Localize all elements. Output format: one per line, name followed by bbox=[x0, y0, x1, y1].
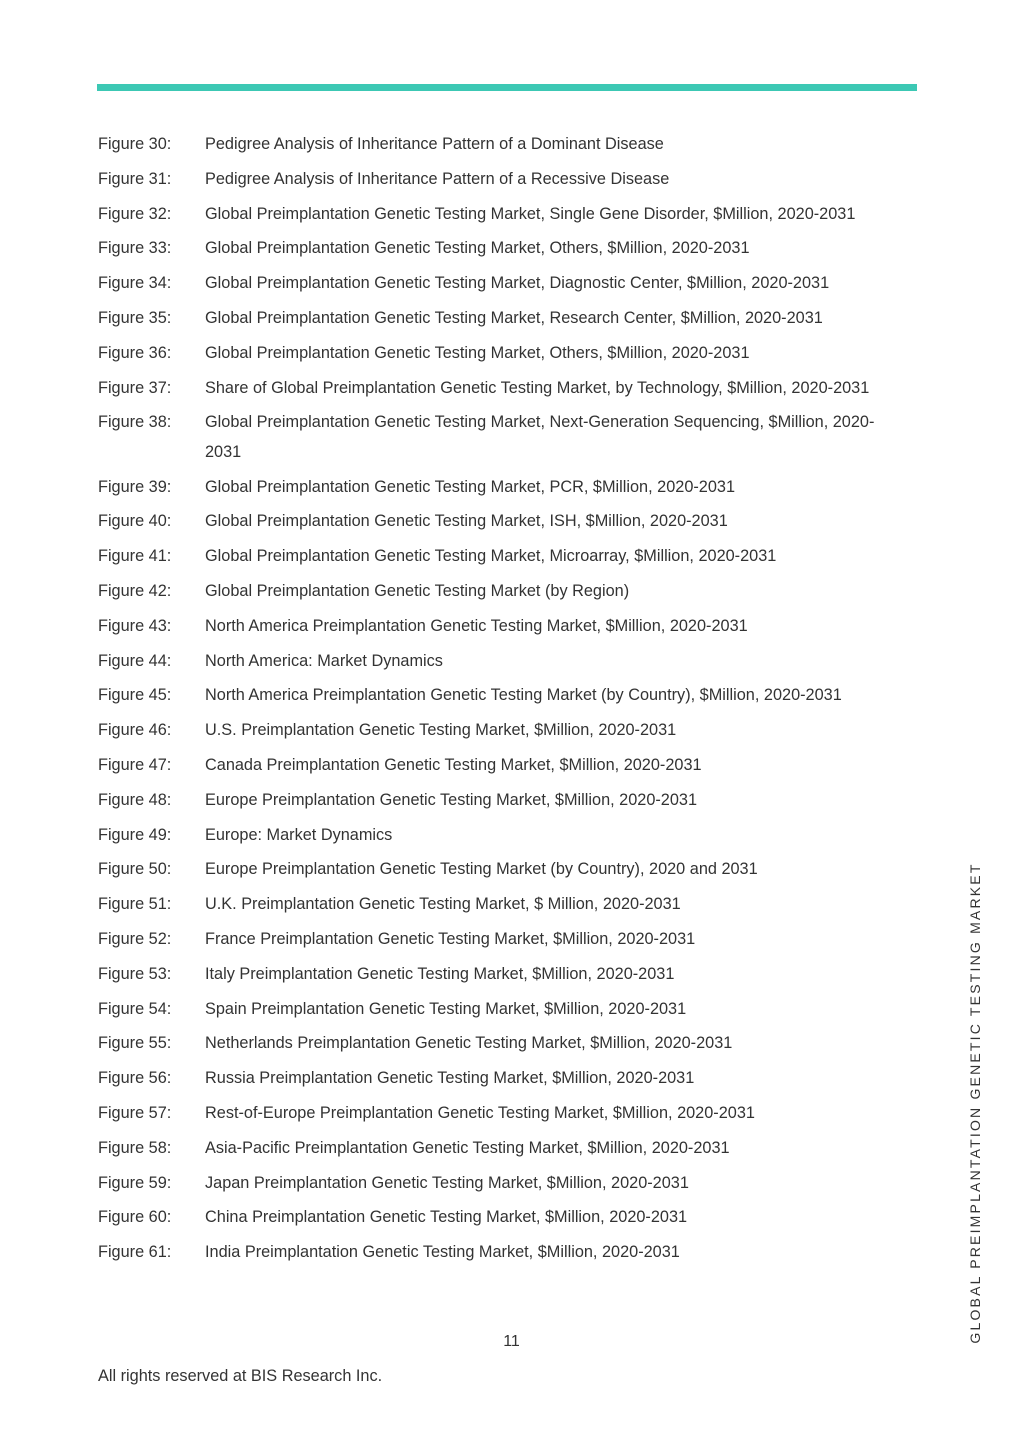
list-item bbox=[98, 339, 888, 369]
list-item bbox=[98, 821, 888, 851]
figure-number: Figure 30: bbox=[98, 135, 172, 153]
figure-title: Global Preimplantation Genetic Testing Market, Diagnostic Center, $Million, 2020-2031 bbox=[205, 274, 830, 293]
figure-title: Pedigree Analysis of Inheritance Pattern of a Recessive Disease bbox=[205, 169, 670, 188]
list-item bbox=[98, 716, 888, 746]
figure-title: Rest-of-Europe Preimplantation Genetic Testing Market, $Million, 2020-2031 bbox=[205, 1104, 755, 1123]
list-item bbox=[98, 473, 888, 503]
figure-number: Figure 48: bbox=[98, 790, 172, 809]
header-accent-bar bbox=[97, 84, 917, 91]
figure-number: Figure 52: bbox=[98, 930, 172, 949]
figure-number: Figure 61: bbox=[98, 1243, 172, 1262]
figure-number: Figure 44: bbox=[98, 651, 172, 670]
list-item bbox=[98, 681, 888, 711]
list-item bbox=[98, 1099, 888, 1129]
figure-number: Figure 55: bbox=[98, 1034, 172, 1053]
copyright-notice: All rights reserved at BIS Research Inc. bbox=[98, 1367, 383, 1385]
figure-title: Asia-Pacific Preimplantation Genetic Testing Market, $Million, 2020-2031 bbox=[205, 1138, 730, 1157]
figure-title: Global Preimplantation Genetic Testing Market, Research Center, $Million, 2020-2031 bbox=[205, 308, 823, 327]
side-report-title: GLOBAL PREIMPLANTATION GENETIC TESTING MARKET bbox=[967, 862, 983, 1344]
figure-title: Europe: Market Dynamics bbox=[205, 825, 393, 844]
figure-number: Figure 31: bbox=[98, 169, 172, 188]
figure-title: Pedigree Analysis of Inheritance Pattern of a Dominant Disease bbox=[205, 135, 664, 153]
list-item bbox=[98, 165, 888, 195]
list-item bbox=[98, 1064, 888, 1094]
list-of-figures bbox=[98, 130, 888, 1273]
figure-number: Figure 40: bbox=[98, 512, 172, 531]
list-item bbox=[98, 304, 888, 334]
figure-title: Italy Preimplantation Genetic Testing Market, $Million, 2020-2031 bbox=[205, 964, 675, 983]
list-item bbox=[98, 234, 888, 264]
figure-title: Japan Preimplantation Genetic Testing Market, $Million, 2020-2031 bbox=[205, 1173, 689, 1192]
figure-number: Figure 34: bbox=[98, 274, 172, 293]
figure-title: China Preimplantation Genetic Testing Market, $Million, 2020-2031 bbox=[205, 1208, 688, 1227]
list-item bbox=[98, 408, 888, 467]
list-item bbox=[98, 612, 888, 642]
figure-title: North America Preimplantation Genetic Testing Market, $Million, 2020-2031 bbox=[205, 616, 748, 635]
list-item bbox=[98, 1029, 888, 1059]
list-item bbox=[98, 890, 888, 920]
figure-number: Figure 36: bbox=[98, 343, 172, 362]
list-item bbox=[98, 577, 888, 607]
figure-title: Netherlands Preimplantation Genetic Testing Market, $Million, 2020-2031 bbox=[205, 1034, 733, 1053]
figure-title: Global Preimplantation Genetic Testing Market (by Region) bbox=[205, 582, 630, 601]
list-item bbox=[98, 542, 888, 572]
figure-number: Figure 37: bbox=[98, 378, 172, 397]
list-item bbox=[98, 200, 888, 230]
figure-number: Figure 38: bbox=[98, 413, 172, 432]
figure-number: Figure 45: bbox=[98, 686, 172, 705]
figure-title: Europe Preimplantation Genetic Testing Market (by Country), 2020 and 2031 bbox=[205, 860, 758, 879]
figure-number: Figure 57: bbox=[98, 1104, 172, 1123]
list-item bbox=[98, 1169, 888, 1199]
figure-number: Figure 43: bbox=[98, 616, 172, 635]
list-item bbox=[98, 647, 888, 677]
figure-number: Figure 56: bbox=[98, 1069, 172, 1088]
figure-number: Figure 49: bbox=[98, 825, 172, 844]
list-item bbox=[98, 374, 888, 404]
list-item bbox=[98, 855, 888, 885]
figure-title: Spain Preimplantation Genetic Testing Market, $Million, 2020-2031 bbox=[205, 999, 687, 1018]
figure-title: Global Preimplantation Genetic Testing Market, ISH, $Million, 2020-2031 bbox=[205, 512, 728, 531]
list-item bbox=[98, 925, 888, 955]
figure-title: Russia Preimplantation Genetic Testing Market, $Million, 2020-2031 bbox=[205, 1069, 695, 1088]
figure-title: Global Preimplantation Genetic Testing Market, Others, $Million, 2020-2031 bbox=[205, 343, 750, 362]
figure-title: Global Preimplantation Genetic Testing Market, PCR, $Million, 2020-2031 bbox=[205, 477, 736, 496]
list-item bbox=[98, 1203, 888, 1233]
figure-title: Europe Preimplantation Genetic Testing Market, $Million, 2020-2031 bbox=[205, 790, 698, 809]
page-number: 11 bbox=[503, 1333, 520, 1350]
figure-number: Figure 54: bbox=[98, 999, 172, 1018]
figure-title: Global Preimplantation Genetic Testing Market, Others, $Million, 2020-2031 bbox=[205, 239, 750, 258]
figure-number: Figure 33: bbox=[98, 239, 172, 258]
list-item bbox=[98, 507, 888, 537]
figure-number: Figure 51: bbox=[98, 895, 172, 914]
figure-number: Figure 39: bbox=[98, 477, 172, 496]
figure-title: Canada Preimplantation Genetic Testing Market, $Million, 2020-2031 bbox=[205, 756, 702, 775]
figure-number: Figure 47: bbox=[98, 756, 172, 775]
figure-title: North America Preimplantation Genetic Testing Market (by Country), $Million, 2020-2031 bbox=[205, 686, 842, 705]
list-item bbox=[98, 960, 888, 990]
figure-number: Figure 58: bbox=[98, 1138, 172, 1157]
figure-title: India Preimplantation Genetic Testing Market, $Million, 2020-2031 bbox=[205, 1243, 680, 1262]
figure-title: Global Preimplantation Genetic Testing Market, Next-Generation Sequencing, $Million, 2020-2031 bbox=[205, 413, 875, 461]
figure-number: Figure 59: bbox=[98, 1173, 172, 1192]
list-item bbox=[98, 269, 888, 299]
list-item bbox=[98, 1134, 888, 1164]
figure-number: Figure 53: bbox=[98, 964, 172, 983]
list-item bbox=[98, 786, 888, 816]
list-item bbox=[98, 995, 888, 1025]
figure-title: Global Preimplantation Genetic Testing Market, Single Gene Disorder, $Million, 2020-2031 bbox=[205, 204, 856, 223]
figure-number: Figure 46: bbox=[98, 721, 172, 740]
figure-number: Figure 41: bbox=[98, 547, 172, 566]
list-item bbox=[98, 130, 888, 160]
figure-number: Figure 35: bbox=[98, 308, 172, 327]
figure-title: U.S. Preimplantation Genetic Testing Market, $Million, 2020-2031 bbox=[205, 721, 677, 740]
figure-title: France Preimplantation Genetic Testing Market, $Million, 2020-2031 bbox=[205, 930, 696, 949]
figure-title: Share of Global Preimplantation Genetic Testing Market, by Technology, $Million, 2020-2031 bbox=[205, 378, 870, 397]
list-item bbox=[98, 1238, 888, 1268]
figure-number: Figure 32: bbox=[98, 204, 172, 223]
figure-number: Figure 42: bbox=[98, 582, 172, 601]
figure-number: Figure 50: bbox=[98, 860, 172, 879]
list-item bbox=[98, 751, 888, 781]
figure-title: Global Preimplantation Genetic Testing Market, Microarray, $Million, 2020-2031 bbox=[205, 547, 777, 566]
figure-title: North America: Market Dynamics bbox=[205, 651, 443, 670]
figure-number: Figure 60: bbox=[98, 1208, 172, 1227]
figure-title: U.K. Preimplantation Genetic Testing Market, $ Million, 2020-2031 bbox=[205, 895, 681, 914]
